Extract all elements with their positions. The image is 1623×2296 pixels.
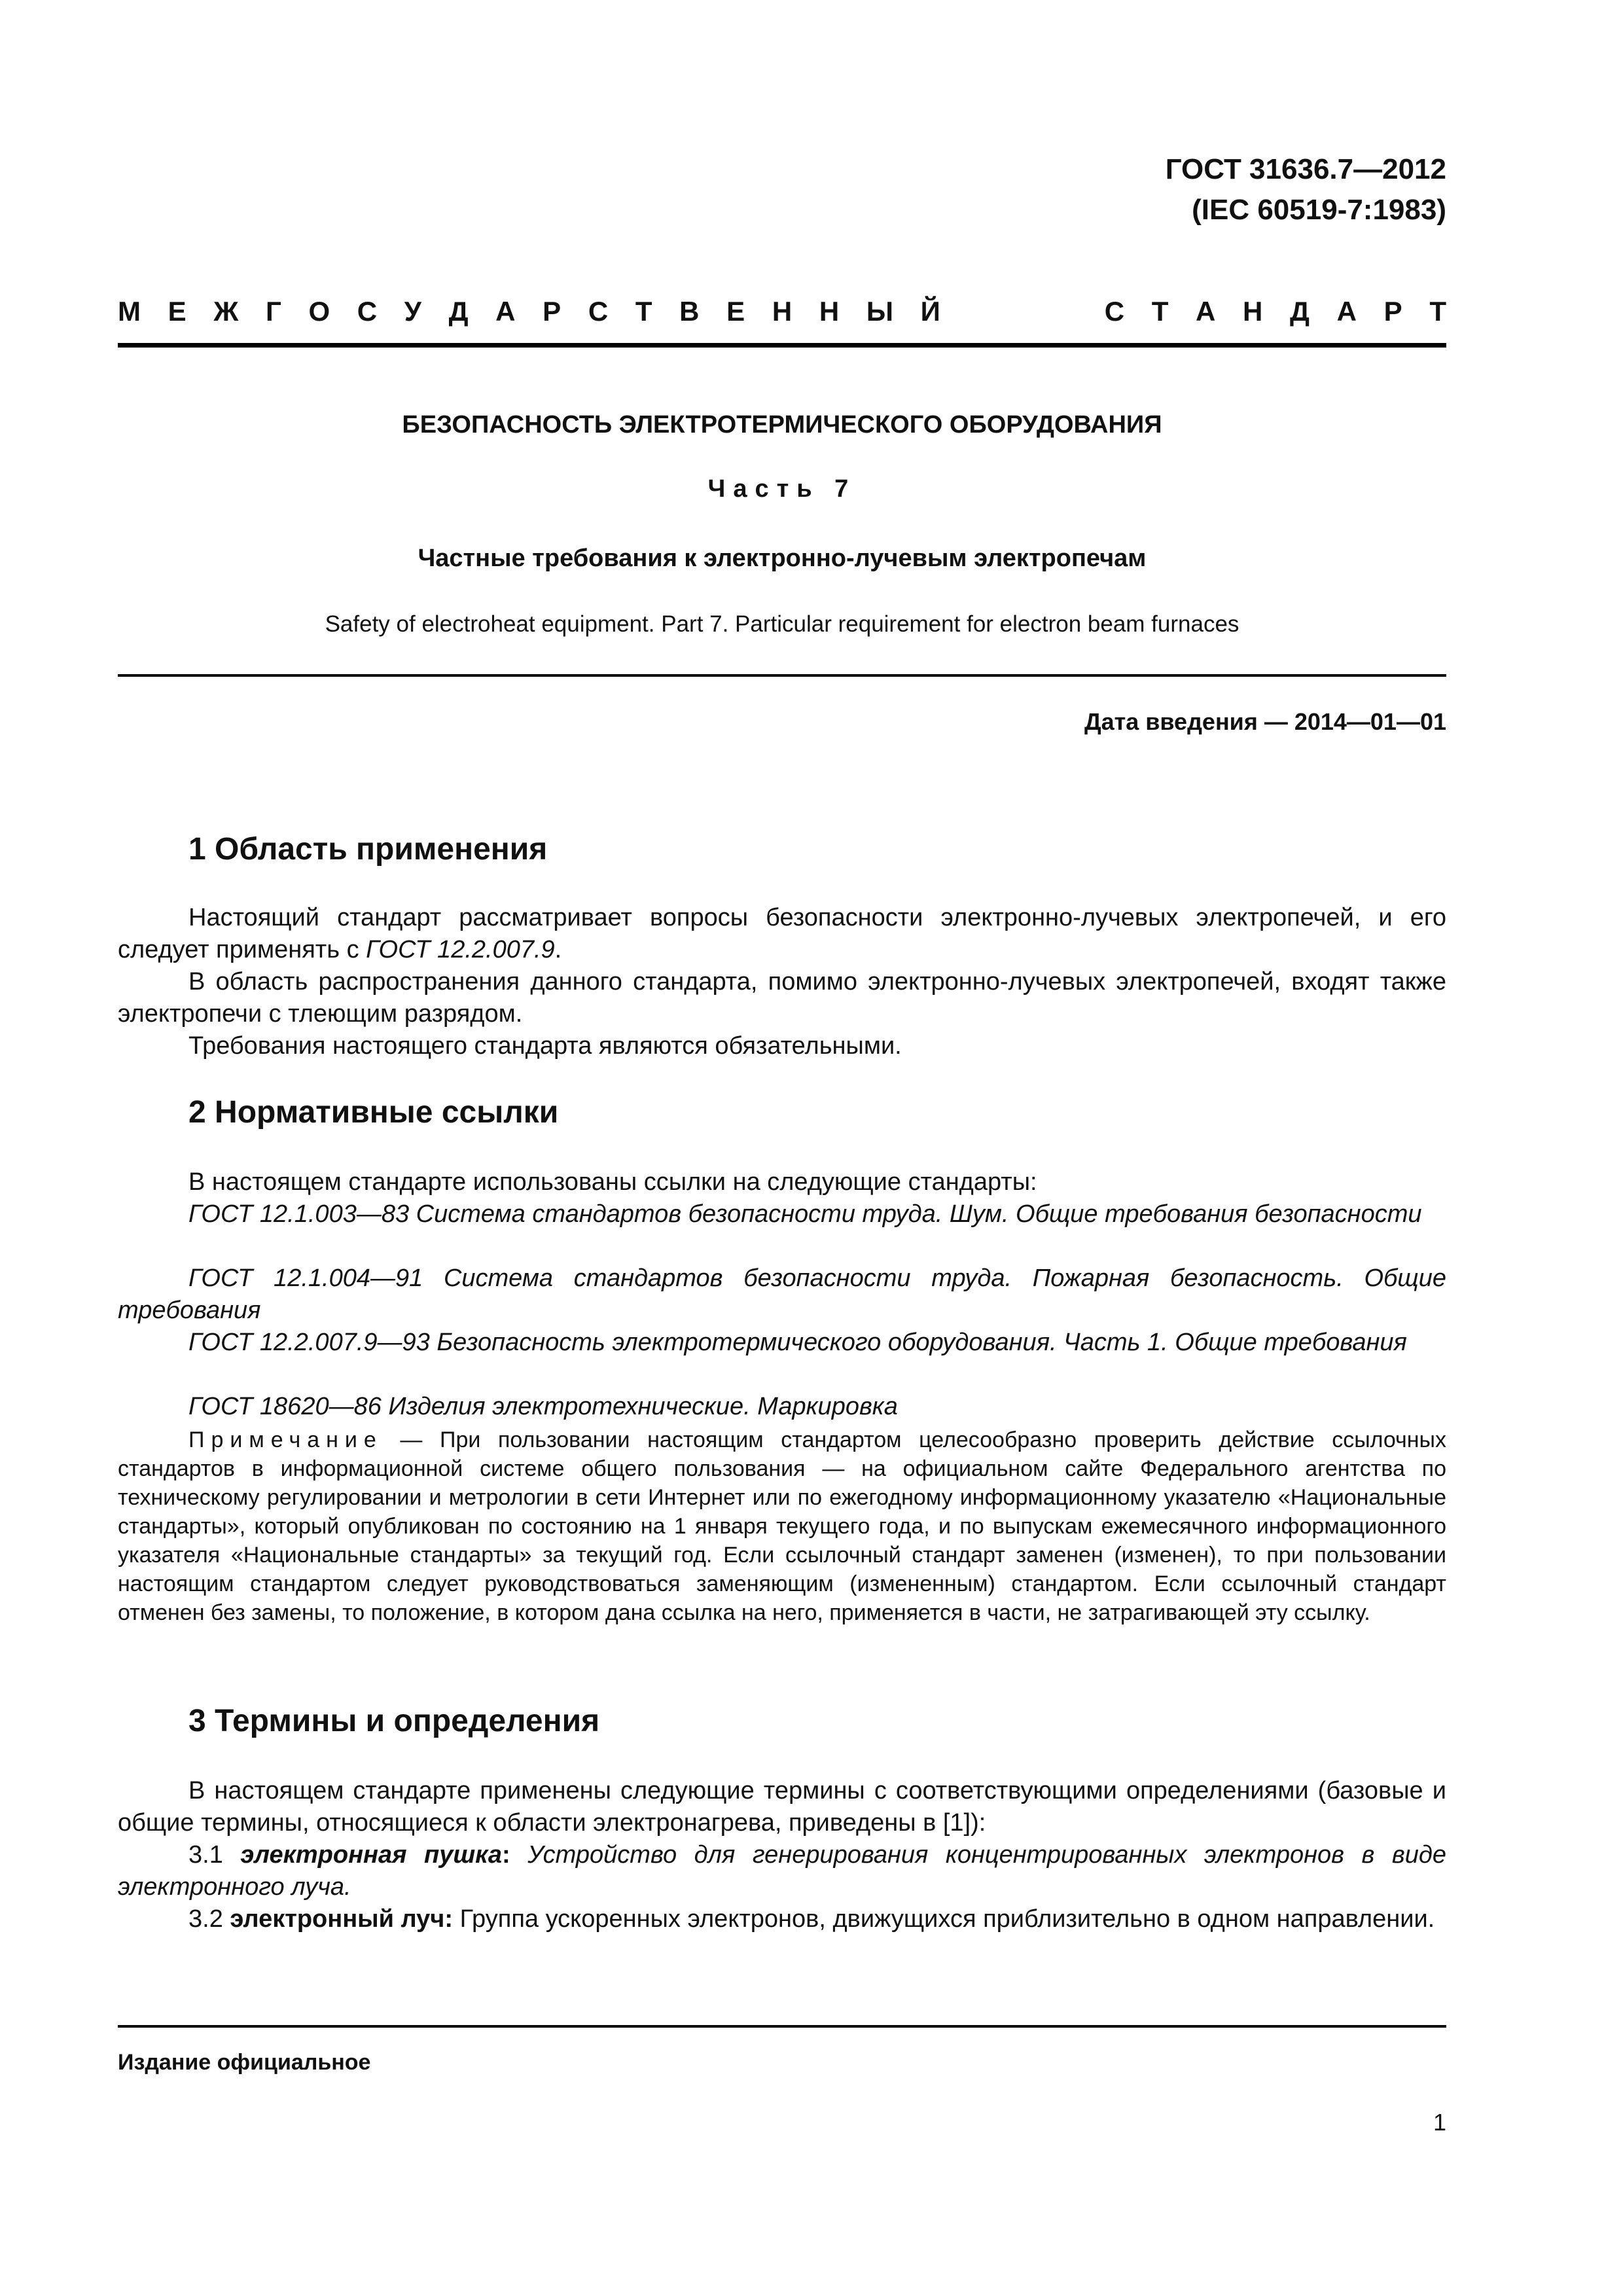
page-number: 1 xyxy=(1433,2109,1446,2136)
references-note xyxy=(118,1426,1446,1627)
reference-item: ГОСТ 12.2.007.9—93 Безопасность электротермического оборудования. Часть 1. Общие требования xyxy=(188,1329,1407,1356)
gost-number: ГОСТ 31636.7—2012 xyxy=(1165,153,1446,185)
section-3-intro: В настоящем стандарте применены следующие термины с соответствующими определениями (базовые и общие термины, относящиеся к области электронагрева, приведены в [1]): xyxy=(118,1777,1446,1837)
section-1-paragraph-1: Настоящий стандарт рассматривает вопросы безопасности электронно-лучевых электропечей, и его следует применять с ГОСТ 12.2.007.9. xyxy=(118,904,1446,963)
footer-rule xyxy=(118,2025,1446,2028)
part-label: Часть 7 xyxy=(707,475,857,503)
term-electron-beam: электронный луч: xyxy=(230,1905,454,1933)
title-rule xyxy=(118,674,1446,677)
reference-item: ГОСТ 12.1.003—83 Система стандартов безопасности труда. Шум. Общие требования безопасности xyxy=(188,1200,1422,1228)
english-title: Safety of electroheat equipment. Part 7. Particular requirement for electron beam furnaces xyxy=(325,611,1240,637)
reference-item: ГОСТ 12.1.004—91 Система стандартов безопасности труда. Пожарная безопасность. Общие требования xyxy=(118,1265,1446,1324)
term-3-1: 3.1 электронная пушка: Устройство для генерирования концентрированных электронов в виде электронного луча. xyxy=(118,1841,1446,1901)
official-edition-label: Издание официальное xyxy=(118,2050,371,2075)
document-title: БЕЗОПАСНОСТЬ ЭЛЕКТРОТЕРМИЧЕСКОГО ОБОРУДОВАНИЯ xyxy=(402,411,1162,439)
standard-type-banner xyxy=(118,296,1446,327)
standard-type-right: С Т А Н Д А Р Т xyxy=(1104,296,1446,327)
document-subtitle: Частные требования к электронно-лучевым электропечам xyxy=(418,545,1147,572)
reference-item: ГОСТ 18620—86 Изделия электротехнические. Маркировка xyxy=(188,1393,898,1420)
introduction-date: Дата введения — 2014—01—01 xyxy=(1084,708,1446,735)
section-1-paragraph-3: Требования настоящего стандарта являются обязательными. xyxy=(188,1032,902,1060)
section-2-heading: 2 Нормативные ссылки xyxy=(188,1095,559,1130)
term-electron-gun: электронная пушка xyxy=(240,1841,503,1869)
iec-number: (IEC 60519-7:1983) xyxy=(1192,194,1446,226)
top-rule xyxy=(118,343,1446,348)
reference-gost-12-2-007-9: ГОСТ 12.2.007.9 xyxy=(366,936,555,963)
section-1-paragraph-2: В область распространения данного стандарта, помимо электронно-лучевых электропечей, входят также электропечи с тлеющим разрядом. xyxy=(118,968,1446,1028)
document-id xyxy=(1166,149,1446,230)
note-label: Примечание xyxy=(188,1427,383,1452)
note-text: — При пользовании настоящим стандартом целесообразно проверить действие ссылочных стандартов в информационной системе общего пользования — на официальном сайте Федерального агентства по техническому регулировании и метрологии в сети Интернет или по ежегодному информационному указателю «Национальные стандарты», который опубликован по состоянию на 1 января текущего года, и по выпускам ежемесячного информационного указателя «Национальные стандарты» за текущий год. Если ссылочный стандарт заменен (изменен), то при пользовании настоящим стандартом следует руководствоваться заменяющим (измененным) стандартом. Если ссылочный стандарт отменен без замены, то положение, в котором дана ссылка на него, применяется в части, не затрагивающей эту ссылку. xyxy=(118,1427,1446,1625)
section-1-heading: 1 Область применения xyxy=(188,832,548,867)
term-3-2: 3.2 электронный луч: Группа ускоренных электронов, движущихся приблизительно в одном направлении. xyxy=(188,1905,1435,1933)
standard-type-left: М Е Ж Г О С У Д А Р С Т В Е Н Н Ы Й xyxy=(118,296,940,327)
section-2-intro: В настоящем стандарте использованы ссылки на следующие стандарты: xyxy=(188,1168,1037,1196)
section-3-heading: 3 Термины и определения xyxy=(188,1704,600,1738)
